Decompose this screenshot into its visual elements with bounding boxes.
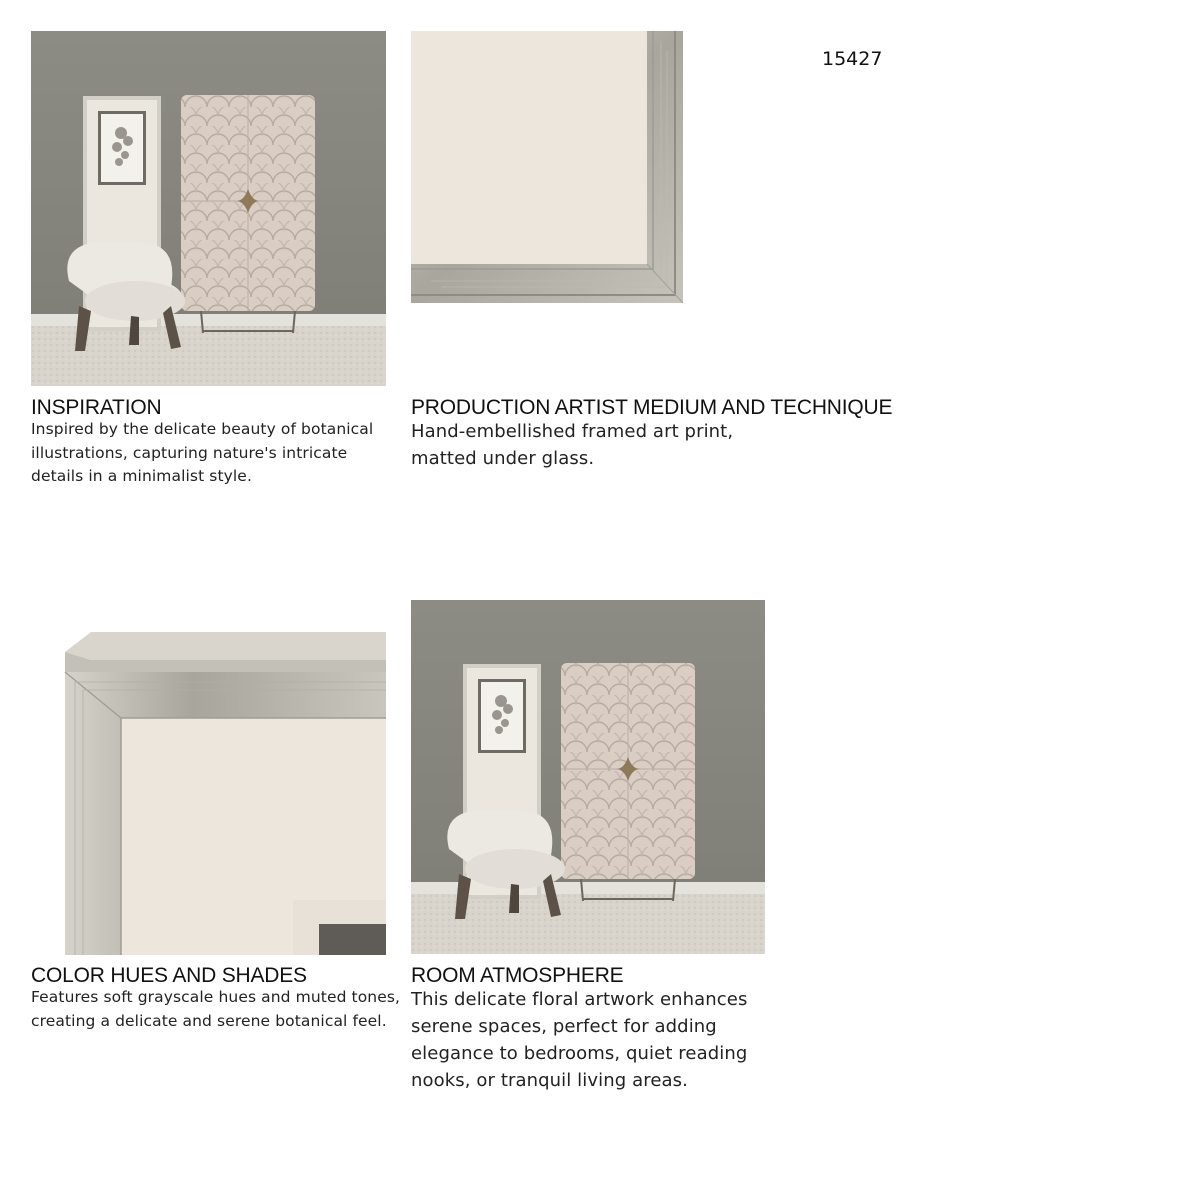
room-line: nooks, or tranquil living areas. [411,1070,688,1091]
color-text [31,986,400,1033]
inspiration-line: Inspired by the delicate beauty of botanical [31,420,374,438]
product-sku: 15427 [822,48,883,70]
production-line: matted under glass. [411,448,595,469]
color-heading: COLOR HUES AND SHADES [31,964,307,987]
color-line: creating a delicate and serene botanical feel. [31,1011,387,1030]
room-heading: ROOM ATMOSPHERE [411,964,624,987]
room-line: elegance to bedrooms, quiet reading [411,1043,748,1064]
frame-corner-closeup-photo [411,31,683,303]
inspiration-heading: INSPIRATION [31,396,162,419]
color-line: Features soft grayscale hues and muted tones, [31,988,401,1006]
production-text [411,418,733,472]
room-line: serene spaces, perfect for adding [411,1016,717,1037]
inspiration-line: details in a minimalist style. [31,467,252,485]
room-text [411,986,747,1094]
frame-angle-closeup-photo [31,600,386,955]
inspiration-line: illustrations, capturing nature's intricate [31,443,348,462]
room-scene-photo-2 [411,600,765,954]
room-scene-photo [31,31,386,386]
production-line: Hand-embellished framed art print, [411,421,734,442]
room-line: This delicate floral artwork enhances [411,989,748,1010]
inspiration-text [31,418,373,489]
production-heading: PRODUCTION ARTIST MEDIUM AND TECHNIQUE [411,396,893,419]
